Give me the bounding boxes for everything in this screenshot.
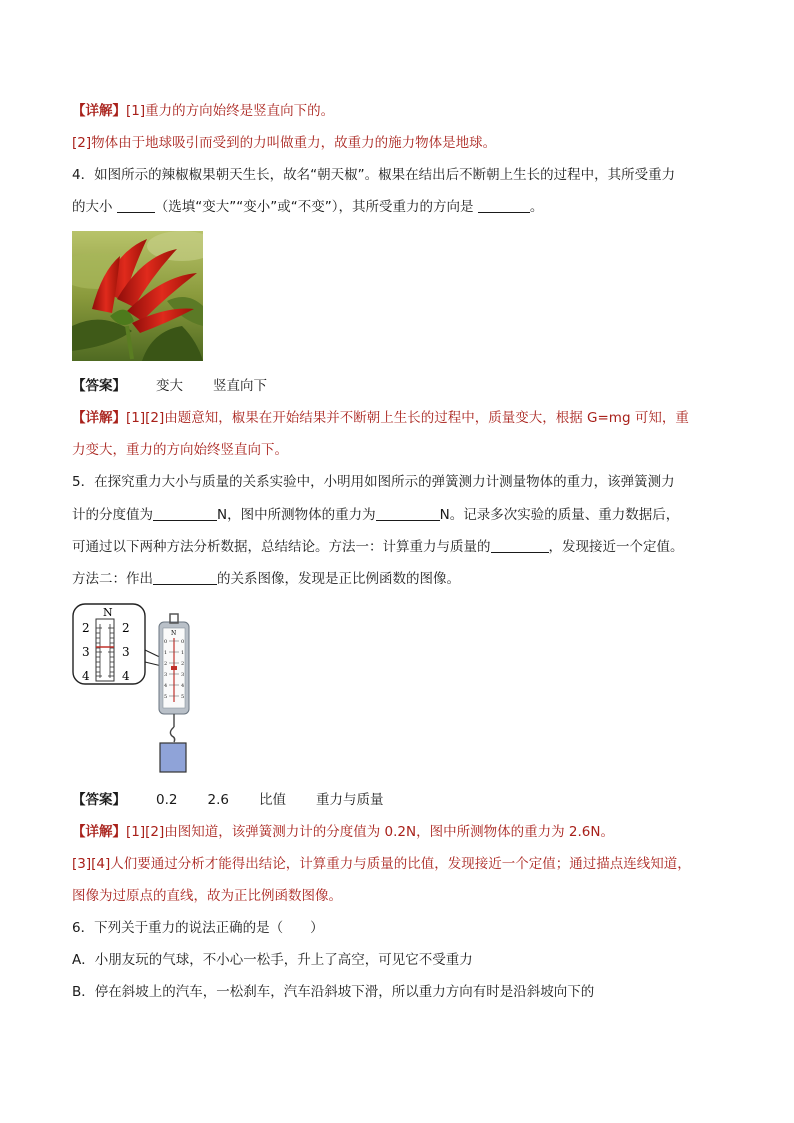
q5-answer: 【答案】 0.2 2.6 比值 重力与质量 xyxy=(72,792,384,808)
q4-line-2: 的大小 （选填“变大”“变小”或“不变”），其所受重力的方向是 。 xyxy=(72,199,544,215)
scale-tick-label: 0 xyxy=(164,639,168,645)
q5-detail-2: [3][4]人们要通过分析才能得出结论，计算重力与质量的比值，发现接近一个定值；通过描点连线知道， xyxy=(72,856,691,872)
q5-answer-tag: 【答案】 xyxy=(72,792,126,808)
scale-tick-label: 1 xyxy=(164,650,168,656)
zoom-unit-label: N xyxy=(103,606,113,619)
scale-tick-label: 5 xyxy=(181,694,185,700)
scale-tick-label: 4 xyxy=(164,683,168,689)
scale-tick-label: 3 xyxy=(181,672,185,678)
q5-line-1: 5．在探究重力大小与质量的关系实验中，小明用如图所示的弹簧测力计测量物体的重力，该弹簧测力 xyxy=(72,474,675,490)
scale-tick-label: 0 xyxy=(181,639,185,645)
chili-pepper-image xyxy=(72,231,203,361)
q4-blank-1[interactable] xyxy=(117,198,155,213)
q5-blank-3[interactable] xyxy=(491,538,549,553)
zoom-tick-label: 3 xyxy=(122,645,130,659)
q6-option-a[interactable]: A．小朋友玩的气球，不小心一松手，升上了高空，可见它不受重力 xyxy=(72,952,473,968)
q5-blank-1[interactable] xyxy=(153,506,217,521)
q5-detail-3: 图像为过原点的直线，故为正比例函数图像。 xyxy=(72,888,342,904)
zoom-tick-label: 2 xyxy=(82,621,90,635)
q4-blank-2[interactable] xyxy=(478,198,530,213)
zoom-tick-label: 4 xyxy=(122,669,130,683)
q4-line-1: 4．如图所示的辣椒椒果朝天生长，故名“朝天椒”。椒果在结出后不断朝上生长的过程中，其所受重力 xyxy=(72,167,676,183)
detail-line-1: 【详解】[1]重力的方向始终是竖直向下的。 xyxy=(72,103,335,119)
q4-answer-tag: 【答案】 xyxy=(72,378,126,394)
scale-tick-label: 3 xyxy=(164,672,168,678)
zoom-tick-label: 2 xyxy=(122,621,130,635)
detail-tag: 【详解】 xyxy=(72,103,126,119)
scale-unit-label: N xyxy=(171,630,177,637)
q4-detail-2: 力变大，重力的方向始终竖直向下。 xyxy=(72,442,288,458)
q6-option-b[interactable]: B．停在斜坡上的汽车，一松刹车，汽车沿斜坡下滑，所以重力方向有时是沿斜坡向下的 xyxy=(72,984,595,1000)
scale-tick-label: 4 xyxy=(181,683,185,689)
scale-tick-label: 2 xyxy=(181,661,185,667)
detail-line-2: [2]物体由于地球吸引而受到的力叫做重力，故重力的施力物体是地球。 xyxy=(72,135,497,151)
q5-detail-1: 【详解】[1][2]由图知道，该弹簧测力计的分度值为 0.2N，图中所测物体的重力为 2.6N。 xyxy=(72,824,614,840)
spring-scale-figure xyxy=(72,602,222,777)
zoom-tick-label: 4 xyxy=(82,669,90,683)
q5-line-3: 可通过以下两种方法分析数据，总结结论。方法一：计算重力与质量的 ，发现接近一个定值。 xyxy=(72,539,684,555)
scale-tick-label: 1 xyxy=(181,650,185,656)
q5-blank-2[interactable] xyxy=(376,506,440,521)
scale-tick-label: 2 xyxy=(164,661,168,667)
q4-answer: 【答案】 变大 竖直向下 xyxy=(72,378,267,394)
q4-detail-1: 【详解】[1][2]由题意知，椒果在开始结果并不断朝上生长的过程中，质量变大，根据 G=mg 可知，重 xyxy=(72,410,689,426)
q6-line-1: 6．下列关于重力的说法正确的是（ ） xyxy=(72,920,324,936)
weight-block xyxy=(160,743,186,772)
scale-tick-label: 5 xyxy=(164,694,168,700)
hook-icon xyxy=(170,727,174,742)
q5-line-4: 方法二：作出 的关系图像，发现是正比例函数的图像。 xyxy=(72,571,460,587)
zoom-tick-label: 3 xyxy=(82,645,90,659)
q5-line-2: 计的分度值为 N，图中所测物体的重力为 N。记录多次实验的质量、重力数据后， xyxy=(72,507,680,523)
q5-blank-4[interactable] xyxy=(153,570,217,585)
scale-pointer xyxy=(171,666,177,670)
